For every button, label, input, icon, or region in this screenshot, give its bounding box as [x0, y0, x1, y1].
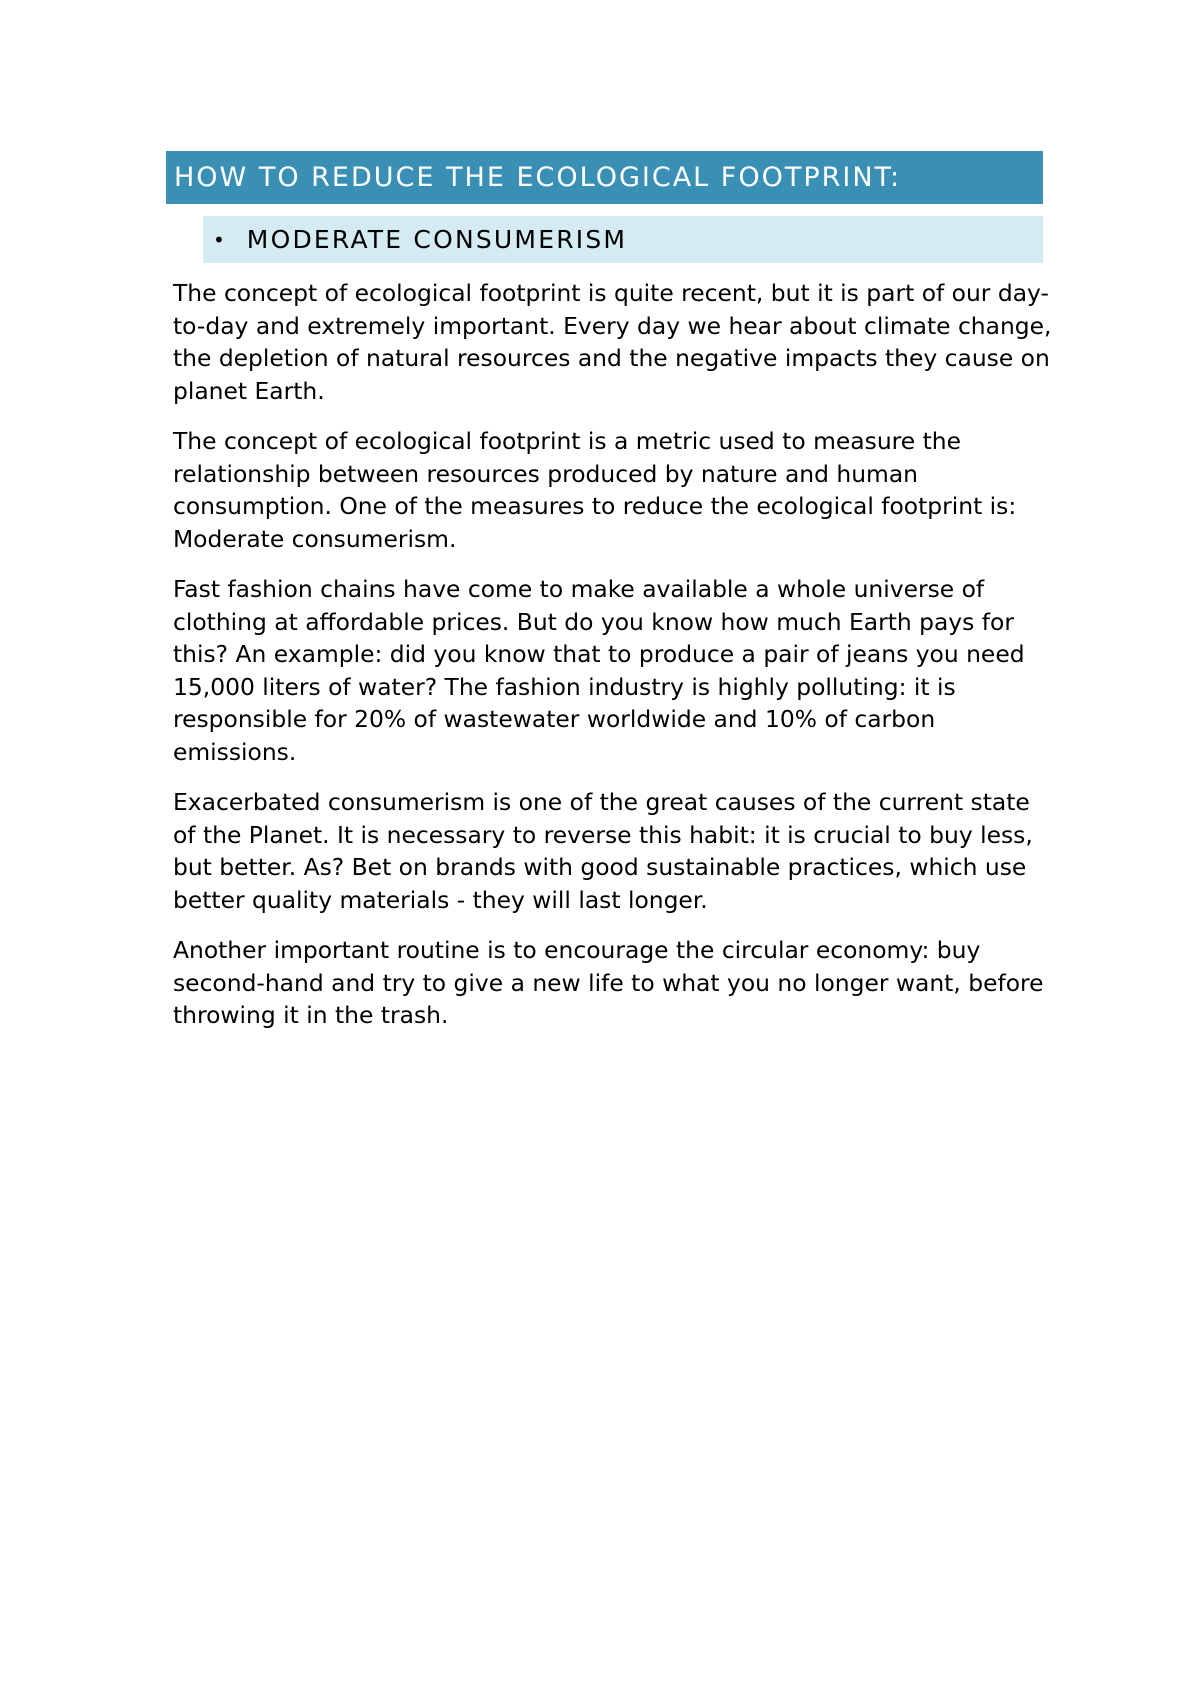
paragraph-2: The concept of ecological footprint is a metric used to measure the relationship between resources produced by nature and human consumption. One of the measures to reduce the ecological footprint is: Moderate consumerism.	[173, 427, 1017, 553]
page-title: HOW TO REDUCE THE ECOLOGICAL FOOTPRINT:	[174, 162, 902, 193]
document-page	[166, 151, 1052, 1050]
subheading-bar	[203, 216, 1043, 263]
heading-bar	[166, 151, 1043, 204]
paragraph-5: Another important routine is to encourage the circular economy: buy second-hand and try to give a new life to what you no longer want, before throwing it in the trash.	[173, 936, 1044, 1029]
bullet-icon: •	[213, 227, 225, 252]
section-title: MODERATE CONSUMERISM	[246, 225, 628, 254]
paragraph-4: Exacerbated consumerism is one of the great causes of the current state of the Planet. It is necessary to reverse this habit: it is crucial to buy less, but better. As? Bet on brands with good sustainable practices, which use better quality materials - they will last longer.	[173, 788, 1033, 914]
body-text	[166, 277, 1053, 1032]
paragraph-3: Fast fashion chains have come to make available a whole universe of clothing at affordable prices. But do you know how much Earth pays for this? An example: did you know that to produce a pair of jeans you need 15,000 liters of water? The fashion industry is highly polluting: it is responsible for 20% of wastewater worldwide and 10% of carbon emissions.	[173, 575, 1025, 766]
paragraph-1: The concept of ecological footprint is quite recent, but it is part of our day-to-day and extremely important. Every day we hear about climate change, the depletion of natural resources and the negative impacts they cause on planet Earth.	[173, 279, 1052, 405]
